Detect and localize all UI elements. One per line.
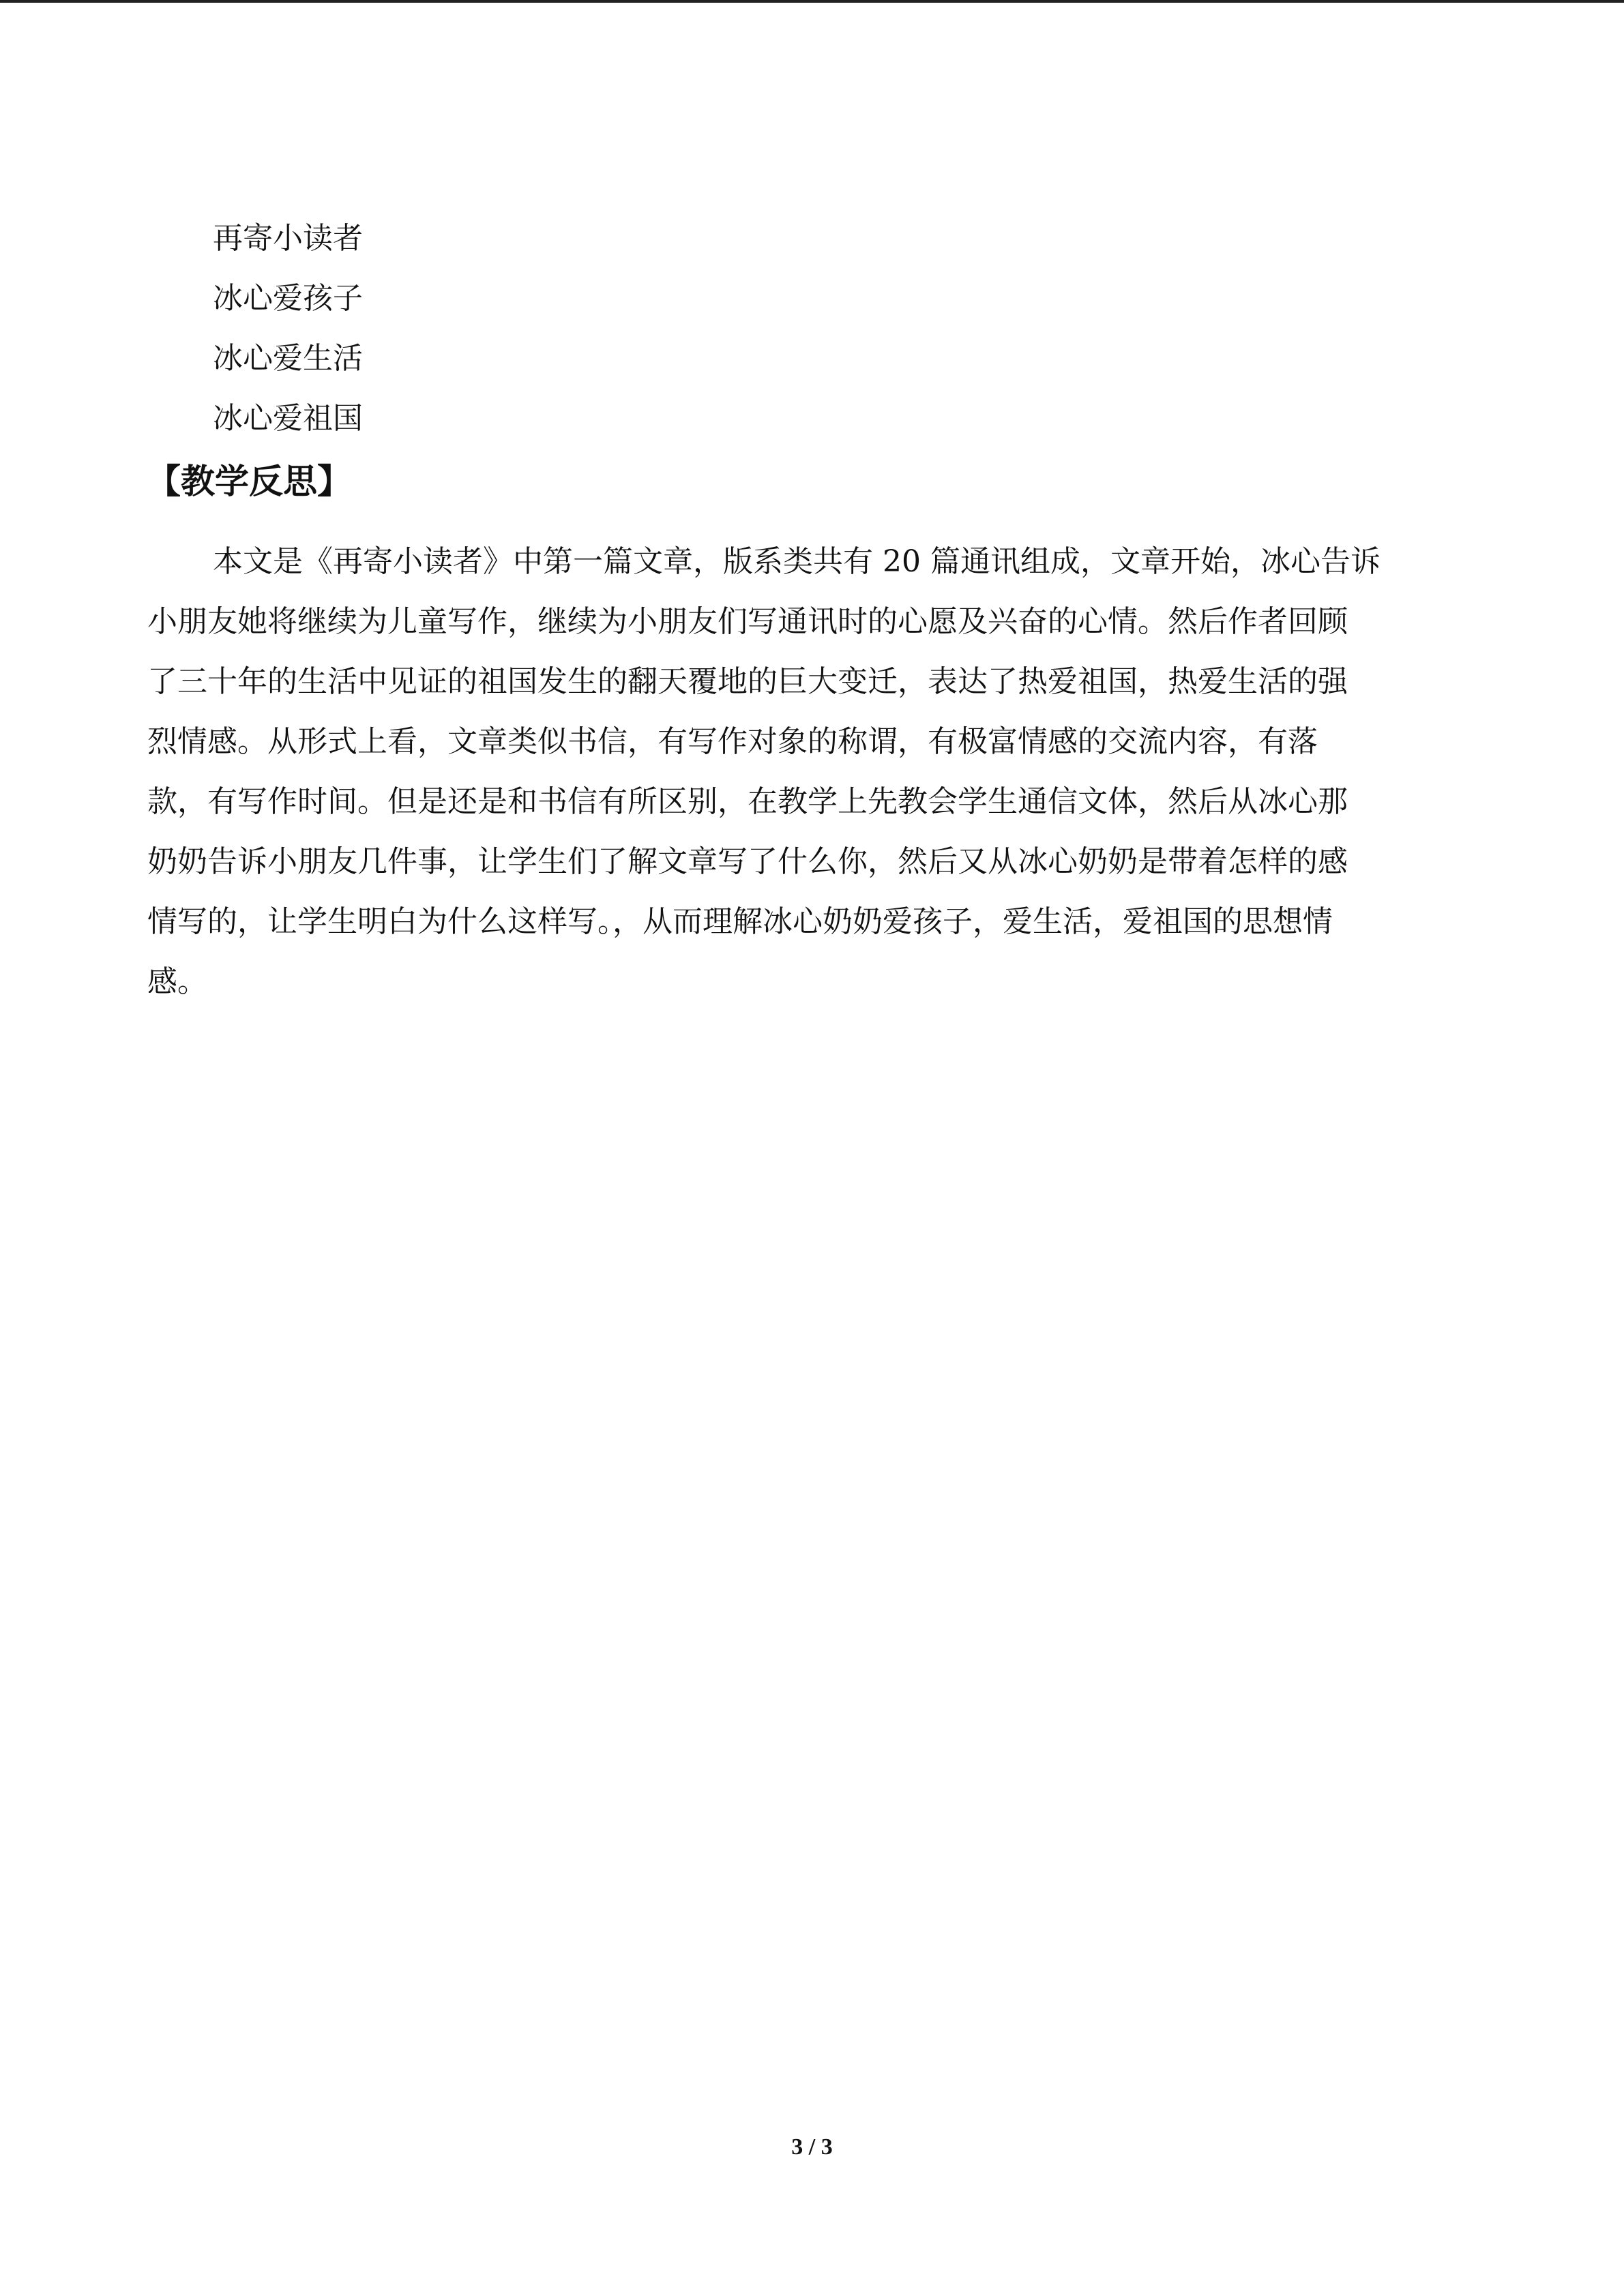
paragraph-line: 情写的，让学生明白为什么这样写。，从而理解冰心奶奶爱孩子，爱生活，爱祖国的思想情 xyxy=(147,904,1333,939)
outline-line-title: 再寄小读者 xyxy=(213,221,363,256)
paragraph-line: 烈情感。从形式上看，文章类似书信，有写作对象的称谓，有极富情感的交流内容，有落 xyxy=(147,724,1318,759)
outline-line-life: 冰心爱生活 xyxy=(213,341,363,376)
teaching-reflection-paragraph xyxy=(147,532,1498,1012)
paragraph-line: 了三十年的生活中见证的祖国发生的翻天覆地的巨大变迁，表达了热爱祖国，热爱生活的强 xyxy=(147,664,1348,699)
paragraph-line: 奶奶告诉小朋友几件事，让学生们了解文章写了什么你，然后又从冰心奶奶是带着怎样的感 xyxy=(147,844,1348,879)
paragraph-line: 感。 xyxy=(147,964,207,999)
paragraph-line: 本文是《再寄小读者》中第一篇文章，版系类共有 20 篇通讯组成，文章开始，冰心告诉 xyxy=(213,544,1381,579)
page-top-border xyxy=(0,0,1624,3)
paragraph-line: 款，有写作时间。但是还是和书信有所区别，在教学上先教会学生通信文体，然后从冰心那 xyxy=(147,784,1348,819)
outline-line-country: 冰心爱祖国 xyxy=(213,401,363,436)
outline-line-children: 冰心爱孩子 xyxy=(213,281,363,316)
blackboard-outline xyxy=(213,209,895,449)
page-number: 3 / 3 xyxy=(791,2134,833,2160)
teaching-reflection-heading: 【教学反思】 xyxy=(147,462,351,501)
paragraph-line: 小朋友她将继续为儿童写作，继续为小朋友们写通讯时的心愿及兴奋的心情。然后作者回顾 xyxy=(147,604,1348,639)
